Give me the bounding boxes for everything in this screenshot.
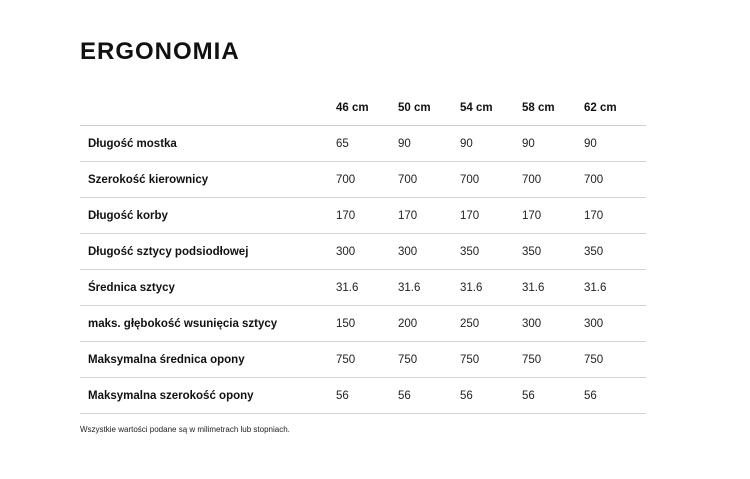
header-size-46: 46 cm [336, 90, 398, 126]
table-cell: 350 [584, 234, 646, 270]
ergonomics-table [80, 90, 646, 414]
table-cell: 700 [584, 162, 646, 198]
row-label: Średnica sztycy [80, 270, 336, 306]
row-label: Długość mostka [80, 126, 336, 162]
table-cell: 350 [522, 234, 584, 270]
table-row [80, 126, 646, 162]
table-cell: 700 [398, 162, 460, 198]
header-row [80, 90, 646, 126]
table-cell: 350 [460, 234, 522, 270]
table-cell: 750 [398, 342, 460, 378]
table-cell: 31.6 [584, 270, 646, 306]
table-cell: 170 [522, 198, 584, 234]
table-cell: 300 [336, 234, 398, 270]
table-row [80, 234, 646, 270]
header-size-54: 54 cm [460, 90, 522, 126]
row-label: Szerokość kierownicy [80, 162, 336, 198]
table-cell: 700 [336, 162, 398, 198]
table-cell: 56 [460, 378, 522, 414]
table-header [80, 90, 646, 126]
row-label: Maksymalna średnica opony [80, 342, 336, 378]
table-cell: 56 [522, 378, 584, 414]
table-cell: 300 [398, 234, 460, 270]
header-size-50: 50 cm [398, 90, 460, 126]
table-row [80, 162, 646, 198]
table-cell: 170 [584, 198, 646, 234]
table-cell: 700 [460, 162, 522, 198]
table-cell: 170 [398, 198, 460, 234]
header-size-58: 58 cm [522, 90, 584, 126]
table-cell: 31.6 [460, 270, 522, 306]
table-cell: 700 [522, 162, 584, 198]
footnote: Wszystkie wartości podane są w milimetrach lub stopniach. [80, 425, 290, 434]
table-row [80, 270, 646, 306]
row-label: Długość korby [80, 198, 336, 234]
table-cell: 90 [522, 126, 584, 162]
table-cell: 200 [398, 306, 460, 342]
row-label: Długość sztycy podsiodłowej [80, 234, 336, 270]
table-cell: 750 [522, 342, 584, 378]
table-body [80, 126, 646, 414]
table-row [80, 342, 646, 378]
table-row [80, 198, 646, 234]
table-cell: 90 [460, 126, 522, 162]
table-cell: 56 [584, 378, 646, 414]
table-cell: 750 [584, 342, 646, 378]
table-cell: 300 [522, 306, 584, 342]
table-cell: 31.6 [522, 270, 584, 306]
header-size-62: 62 cm [584, 90, 646, 126]
table-cell: 56 [398, 378, 460, 414]
table-cell: 90 [584, 126, 646, 162]
table-row [80, 306, 646, 342]
table-cell: 150 [336, 306, 398, 342]
table-cell: 31.6 [336, 270, 398, 306]
header-label-cell [80, 90, 336, 126]
table-cell: 170 [336, 198, 398, 234]
table-cell: 250 [460, 306, 522, 342]
table-cell: 750 [336, 342, 398, 378]
table-row [80, 378, 646, 414]
page-title: ERGONOMIA [80, 38, 240, 65]
table-cell: 56 [336, 378, 398, 414]
table-cell: 31.6 [398, 270, 460, 306]
table-cell: 65 [336, 126, 398, 162]
table-cell: 300 [584, 306, 646, 342]
table-cell: 90 [398, 126, 460, 162]
table-cell: 170 [460, 198, 522, 234]
row-label: Maksymalna szerokość opony [80, 378, 336, 414]
table-cell: 750 [460, 342, 522, 378]
row-label: maks. głębokość wsunięcia sztycy [80, 306, 336, 342]
